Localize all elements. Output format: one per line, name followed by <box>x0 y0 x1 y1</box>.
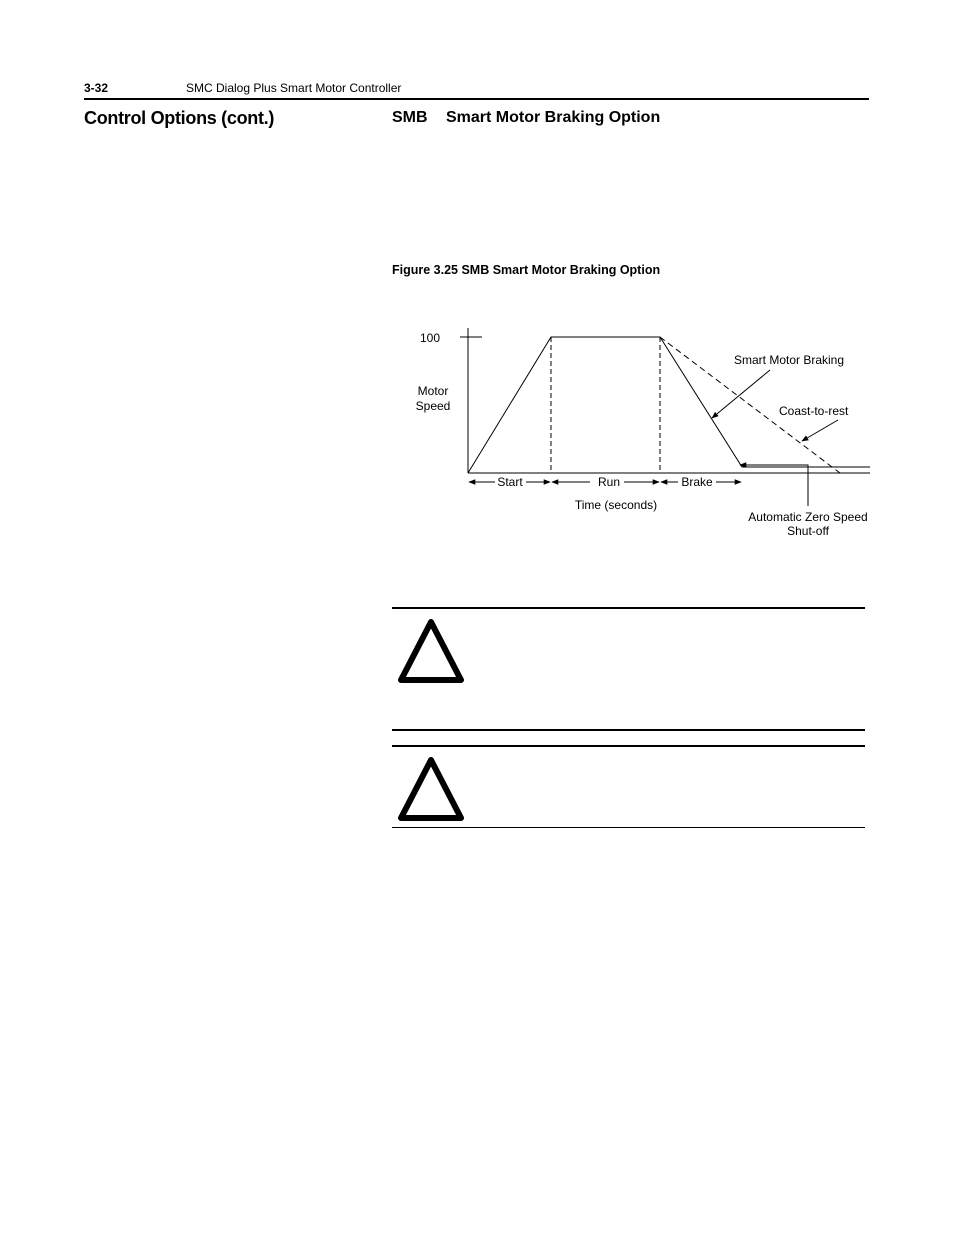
label-zero-speed-line2: Shut-off <box>787 524 829 538</box>
x-axis-label: Time (seconds) <box>574 498 658 512</box>
label-coast-to-rest: Coast-to-rest <box>779 404 849 418</box>
section-code: SMB <box>392 109 428 126</box>
y-label-line2: Speed <box>415 399 451 413</box>
warning-1-top-rule <box>392 607 865 609</box>
label-smart-motor-braking: Smart Motor Braking <box>734 353 845 367</box>
warning-triangle-icon <box>396 754 468 824</box>
callout-zero-speed <box>740 465 808 506</box>
y-label-line1: Motor <box>417 384 449 398</box>
phase-brake-label: Brake <box>681 475 713 489</box>
callout-coast <box>802 420 838 441</box>
warning-triangle-icon <box>396 616 468 686</box>
section-title: Smart Motor Braking Option <box>446 109 661 126</box>
callout-smart-braking <box>712 370 770 418</box>
y-value-label: 100 <box>420 331 441 345</box>
header-rule <box>84 98 869 100</box>
page-number: 3-32 <box>84 81 109 95</box>
phase-run-label: Run <box>597 475 621 489</box>
braking-diagram <box>400 310 875 550</box>
running-title: SMC Dialog Plus Smart Motor Controller <box>186 81 402 95</box>
warning-2-bottom-rule <box>392 827 865 828</box>
label-zero-speed-line1: Automatic Zero Speed <box>748 510 868 524</box>
phase-start-label: Start <box>497 475 523 489</box>
warning-1-bottom-rule <box>392 729 865 731</box>
sidebar-heading: Control Options (cont.) <box>84 108 275 128</box>
warning-2-top-rule <box>392 745 865 747</box>
figure-caption: Figure 3.25 SMB Smart Motor Braking Option <box>392 263 661 277</box>
